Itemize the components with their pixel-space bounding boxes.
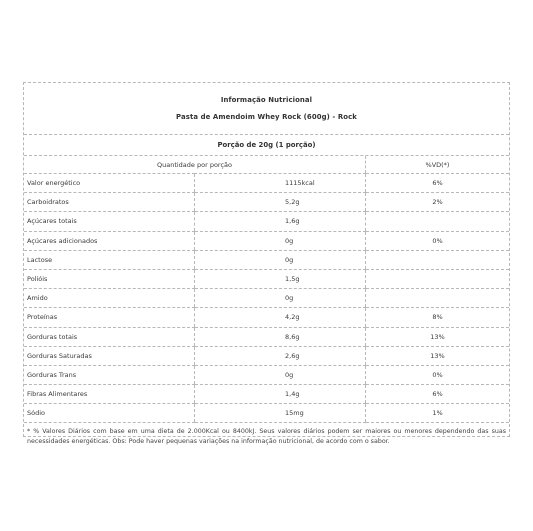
table-row [24, 269, 509, 288]
nutrient-vd [366, 212, 510, 231]
nutrient-amount: 2,6g [285, 351, 300, 360]
nutrient-name: Sódio [24, 404, 195, 423]
quantity-column-header: Quantidade por porção [24, 156, 366, 174]
nutrient-amount-cell [195, 404, 366, 423]
nutrient-name: Carboidratos [24, 193, 195, 212]
nutrient-amount: 5,2g [285, 198, 300, 207]
nutrient-amount: 4,2g [285, 313, 300, 322]
nutrient-amount-cell [195, 308, 366, 327]
vd-column-header: %VD(*) [366, 156, 510, 174]
table-row [24, 404, 509, 423]
nutrient-amount: 0g [285, 370, 294, 379]
nutrient-amount-cell [195, 231, 366, 250]
portion-size: Porção de 20g (1 porção) [24, 135, 509, 156]
nutrient-vd [366, 269, 510, 288]
nutrient-amount-cell [195, 289, 366, 308]
table-row [24, 193, 509, 212]
nutrient-name: Gorduras totais [24, 327, 195, 346]
nutrient-vd: 0% [366, 365, 510, 384]
nutrient-amount: 8,6g [285, 332, 300, 341]
nutrition-title: Informação Nutricional [220, 96, 313, 104]
table-row [24, 174, 509, 193]
nutrient-name: Polióis [24, 269, 195, 288]
nutrition-header [24, 83, 509, 135]
nutrient-vd: 13% [366, 346, 510, 365]
nutrient-vd: 6% [366, 385, 510, 404]
nutrient-vd: 2% [366, 193, 510, 212]
footnote: * % Valores Diários com base em uma dieta de 2.000Kcal ou 8400kJ. Seus valores diários podem ser maiores ou menores dependendo das suas necessidades energéticas. Obs: Pode haver pequenas variações na informação nutricional, de acordo com o sabor. [27, 428, 506, 446]
nutrient-amount-cell [195, 212, 366, 231]
nutrient-vd: 0% [366, 231, 510, 250]
nutrient-amount: 1,4g [285, 390, 300, 399]
nutrient-name: Amido [24, 289, 195, 308]
nutrient-vd: 8% [366, 308, 510, 327]
product-name: Pasta de Amendoim Whey Rock (600g) - Rock [176, 113, 357, 121]
column-header-row [24, 156, 509, 174]
nutrient-amount-cell [195, 174, 366, 193]
nutrient-amount: 0g [285, 294, 294, 303]
nutrient-vd [366, 250, 510, 269]
nutrient-amount: 0g [285, 236, 294, 245]
table-row [24, 327, 509, 346]
nutrient-name: Fibras Alimentares [24, 385, 195, 404]
table-row [24, 346, 509, 365]
nutrient-amount: 0g [285, 255, 294, 264]
table-row [24, 250, 509, 269]
nutrient-name: Lactose [24, 250, 195, 269]
nutrient-amount-cell [195, 269, 366, 288]
nutrition-facts-panel [23, 82, 510, 446]
nutrient-amount-cell [195, 365, 366, 384]
nutrient-vd: 13% [366, 327, 510, 346]
nutrient-name: Açúcares adicionados [24, 231, 195, 250]
nutrient-amount: 1,5g [285, 275, 300, 284]
nutrient-amount-cell [195, 193, 366, 212]
nutrient-name: Valor energético [24, 174, 195, 193]
nutrient-amount-cell [195, 346, 366, 365]
nutrient-amount-cell [195, 250, 366, 269]
nutrient-vd: 1% [366, 404, 510, 423]
table-row [24, 212, 509, 231]
nutrient-amount-cell [195, 327, 366, 346]
nutrient-amount: 1,6g [285, 217, 300, 226]
table-row [24, 289, 509, 308]
table-row [24, 308, 509, 327]
nutrient-vd: 6% [366, 174, 510, 193]
nutrient-amount: 15mg [285, 409, 304, 418]
nutrient-vd [366, 289, 510, 308]
nutrient-name: Açúcares totais [24, 212, 195, 231]
table-row [24, 231, 509, 250]
nutrition-table [24, 156, 509, 423]
table-row [24, 385, 509, 404]
nutrient-name: Gorduras Trans [24, 365, 195, 384]
nutrient-name: Gorduras Saturadas [24, 346, 195, 365]
nutrient-amount: 1115kcal [285, 179, 315, 188]
nutrient-amount-cell [195, 385, 366, 404]
table-row [24, 365, 509, 384]
nutrient-name: Proteínas [24, 308, 195, 327]
